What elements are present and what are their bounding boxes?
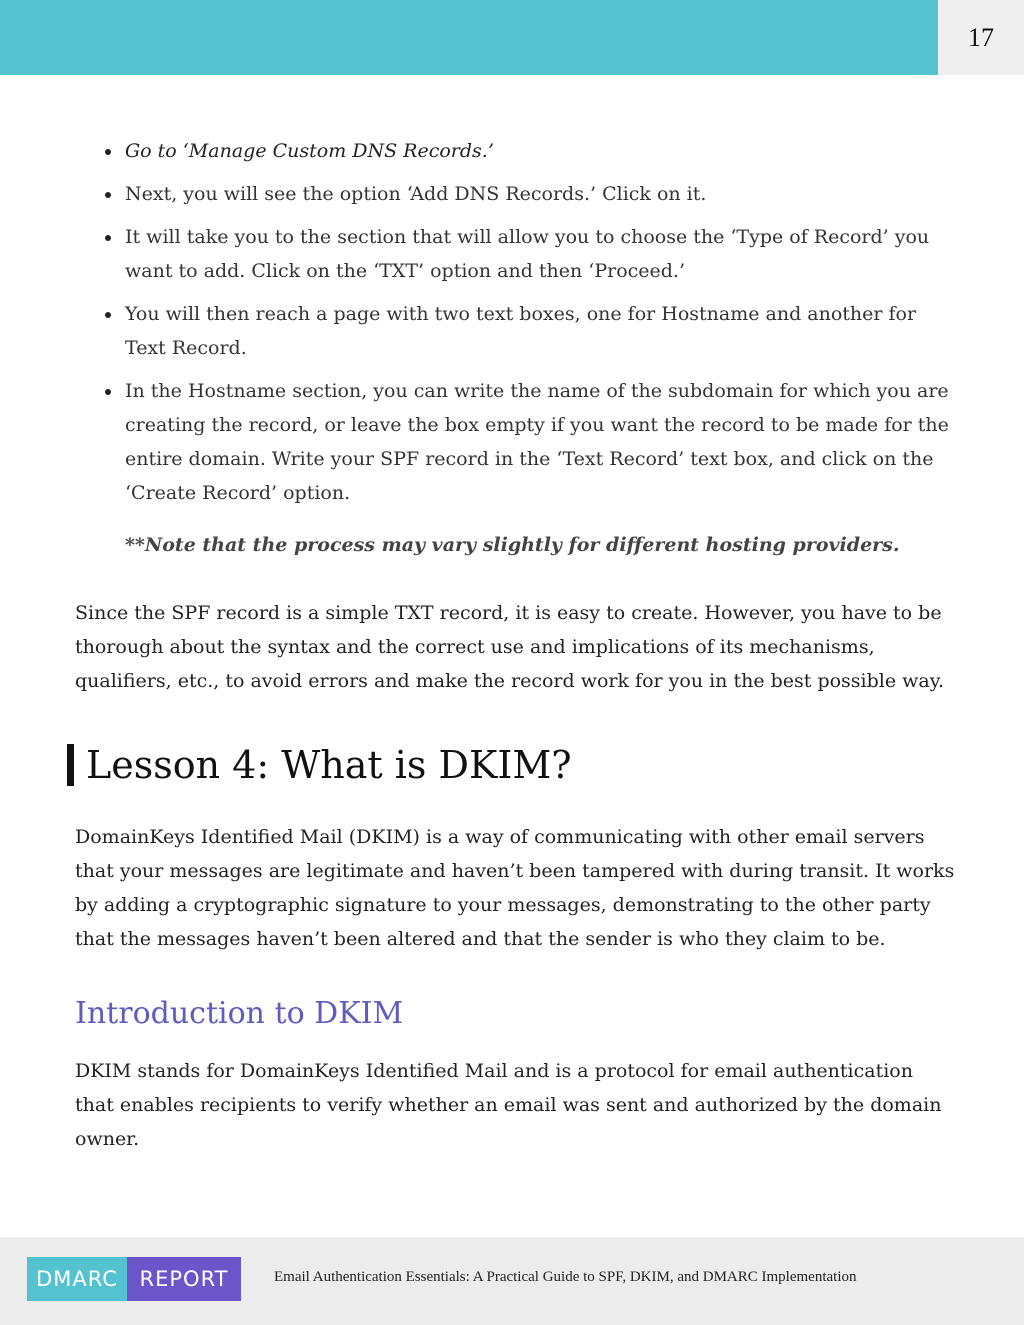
note-text: **Note that the process may vary slightly for different hosting providers. (125, 534, 900, 556)
lesson-heading (67, 742, 955, 788)
list-item: Next, you will see the option ‘Add DNS Records.’ Click on it. (125, 177, 955, 211)
header-band (0, 0, 938, 75)
lesson-title: Lesson 4: What is DKIM? (86, 743, 572, 787)
page-number: 17 (938, 0, 1024, 75)
section-subheading: Introduction to DKIM (75, 996, 404, 1031)
page-content (75, 134, 955, 1156)
list-item: In the Hostname section, you can write the name of the subdomain for which you are creating the record, or leave the box empty if you want the record to be made for the entire domain. Write your SPF record in the ‘Text Record’ text box, and click on the ‘Create Record’ option. (125, 374, 955, 510)
logo-report: REPORT (127, 1257, 241, 1301)
heading-accent-bar (67, 744, 74, 786)
dkim-intro-paragraph: DomainKeys Identified Mail (DKIM) is a way of communicating with other email servers that your messages are legitimate and haven’t been tampered with during transit. It works by adding a cryptographic signature to your messages, demonstrating to the other party that the messages haven’t been altered and that the sender is who they claim to be. (75, 826, 955, 950)
spf-summary-paragraph: Since the SPF record is a simple TXT record, it is easy to create. However, you have to be thorough about the syntax and the correct use and implications of its mechanisms, qualifiers, etc., to avoid errors and make the record work for you in the best possible way. (75, 602, 944, 692)
dkim-definition-paragraph: DKIM stands for DomainKeys Identified Mail and is a protocol for email authentication that enables recipients to verify whether an email was sent and authorized by the domain owner. (75, 1060, 942, 1150)
list-item: Go to ‘Manage Custom DNS Records.’ (125, 134, 955, 168)
dmarc-report-logo (27, 1257, 241, 1301)
list-item: It will take you to the section that will allow you to choose the ‘Type of Record’ you want to add. Click on the ‘TXT’ option and then ‘Proceed.’ (125, 220, 955, 288)
footer-document-title: Email Authentication Essentials: A Practical Guide to SPF, DKIM, and DMARC Implementation (274, 1269, 857, 1285)
list-item: You will then reach a page with two text boxes, one for Hostname and another for Text Record. (125, 297, 955, 365)
logo-dmarc: DMARC (27, 1257, 127, 1301)
instruction-list (75, 134, 955, 510)
footer (0, 1237, 1024, 1325)
